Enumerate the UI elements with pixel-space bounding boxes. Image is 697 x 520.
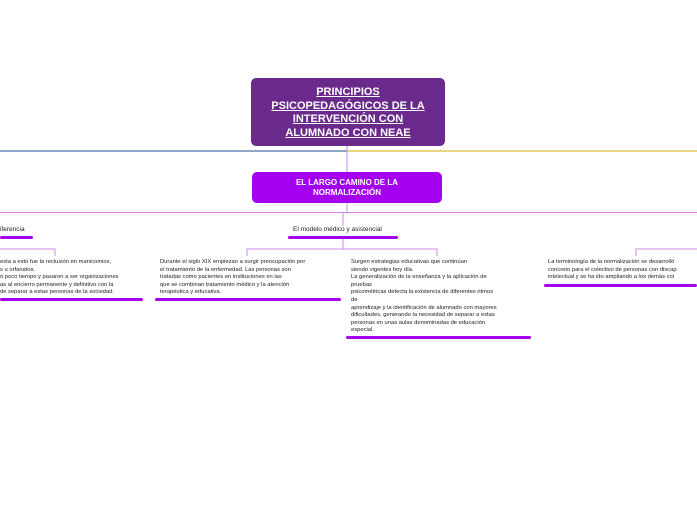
subtopic-left-label[interactable]: iferencia: [0, 226, 25, 233]
note-medical[interactable]: Durante el siglo XIX empiezan a surgir preocupación por el tratamiento de la enfermedad. Las personas son tratadas como pacientes en instituciones en las que se combinan tratamiento médico y la atención terapéutica y educativa.: [160, 259, 306, 296]
note-left[interactable]: esta a esto fue la reclusión en manicomios, s u orfanatos. ó poco tiempo y pasaron a ser organizaciones as al encierro permanente y definitivo con la de separar a estas personas de la sociedad.: [0, 259, 119, 296]
main-topic-node[interactable]: [252, 172, 442, 203]
left-child-line: [0, 249, 55, 256]
center-children-line: [247, 249, 437, 256]
root-line-2: PSICOPEDAGÓGICOS DE LA: [271, 99, 425, 112]
note-education[interactable]: Surgen estrategias educativas que continúan siendo vigentes hoy día. La generalización de la enseñanza y la aplicación de pruebas psicométricas detecta la existencia de diferentes ritmos de aprendizaje y la identificación de alumnado con mayores dificultades, generando la necesidad de separar a estas personas en unas aulas denominadas de educación especial.: [351, 259, 497, 334]
main-topic-line-2: NORMALIZACIÓN: [313, 188, 381, 197]
note-left-underline: [0, 298, 143, 301]
note-education-underline: [346, 336, 531, 339]
main-topic-line-1: EL LARGO CAMINO DE LA: [295, 178, 399, 187]
subtopic-center-label[interactable]: El modelo médico y asistencial: [293, 226, 382, 233]
root-line-4: ALUMNADO CON NEAE: [285, 126, 411, 139]
root-line-1: PRINCIPIOS: [316, 86, 380, 98]
note-right[interactable]: La terminología de la normalización se desarrolló concreto para el colectivo de personas con discap intelectual y se ha ido ampliando a los demás col: [548, 259, 677, 281]
subtopic-left-underline: [0, 236, 33, 239]
subtopic-center-underline: [288, 236, 398, 239]
root-node[interactable]: [251, 78, 445, 146]
right-child-line: [636, 249, 697, 256]
root-line-3: INTERVENCIÓN CON: [292, 113, 404, 125]
note-medical-underline: [155, 298, 341, 301]
note-right-underline: [544, 284, 697, 287]
